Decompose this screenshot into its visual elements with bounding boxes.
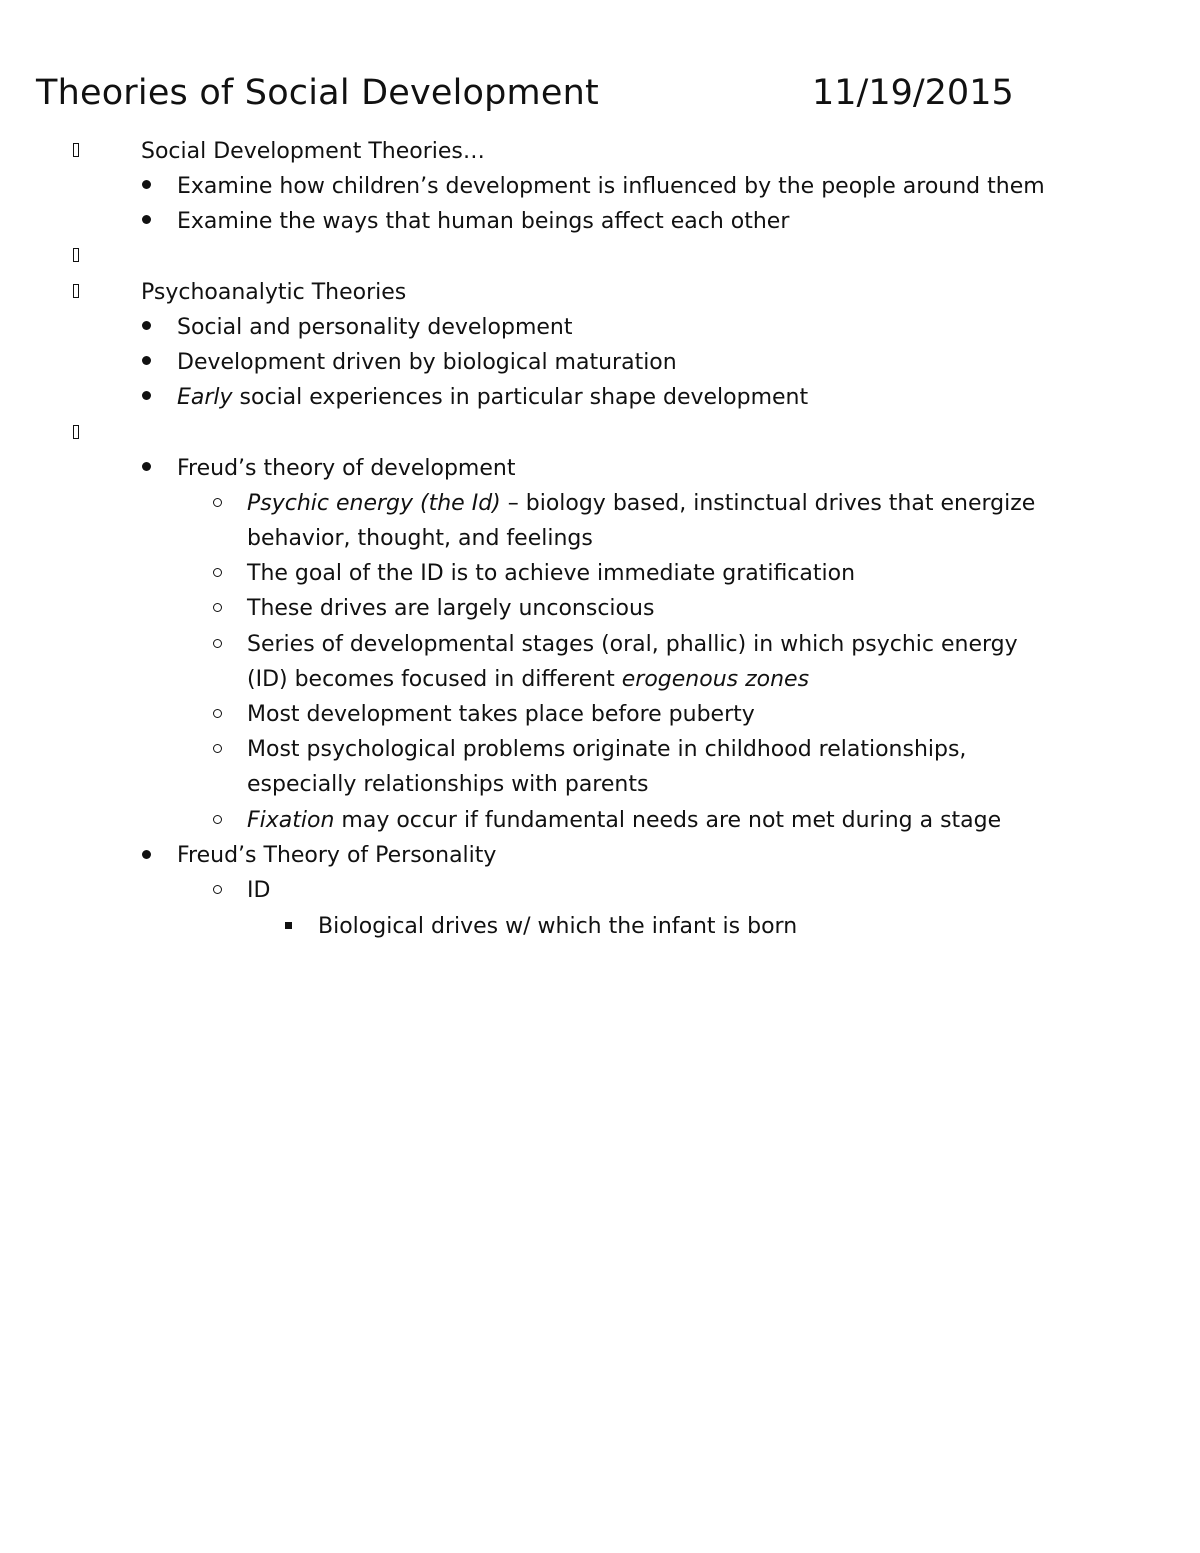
list-item: These drives are largely unconscious bbox=[247, 596, 655, 621]
emphasis-text: Psychic energy (the Id) bbox=[247, 491, 501, 516]
bullet-circle-icon bbox=[213, 815, 222, 824]
list-item-continuation: behavior, thought, and feelings bbox=[247, 526, 593, 551]
list-item: Examine how children’s development is influenced by the people around them bbox=[177, 174, 1045, 199]
list-item: Examine the ways that human beings affect each other bbox=[177, 209, 790, 234]
bullet-disc-icon bbox=[142, 356, 151, 365]
section-heading-social-development: Social Development Theories… bbox=[141, 139, 485, 164]
bullet-disc-icon bbox=[142, 391, 151, 400]
list-item-text: may occur if fundamental needs are not met during a stage bbox=[334, 808, 1002, 833]
outline-marker-icon bbox=[73, 284, 79, 298]
bullet-square-icon bbox=[285, 922, 292, 929]
list-item: Biological drives w/ which the infant is born bbox=[318, 914, 798, 939]
list-item: Social and personality development bbox=[177, 315, 573, 340]
bullet-circle-icon bbox=[213, 498, 222, 507]
emphasis-text: Fixation bbox=[247, 808, 335, 833]
list-item: ID bbox=[247, 878, 271, 903]
list-item: Most development takes place before puberty bbox=[247, 702, 755, 727]
bullet-disc-icon bbox=[142, 180, 151, 189]
bullet-circle-icon bbox=[213, 709, 222, 718]
list-item-continuation: especially relationships with parents bbox=[247, 772, 649, 797]
list-item: The goal of the ID is to achieve immediate gratification bbox=[247, 561, 856, 586]
list-item-text: (ID) becomes focused in different bbox=[247, 667, 622, 692]
outline-marker-icon bbox=[73, 143, 79, 157]
bullet-disc-icon bbox=[142, 321, 151, 330]
bullet-disc-icon bbox=[142, 462, 151, 471]
outline-marker-icon bbox=[73, 248, 79, 262]
page-date: 11/19/2015 bbox=[812, 73, 1014, 113]
bullet-disc-icon bbox=[142, 850, 151, 859]
bullet-circle-icon bbox=[213, 639, 222, 648]
list-item bbox=[247, 486, 1035, 521]
list-item bbox=[247, 803, 1001, 838]
bullet-circle-icon bbox=[213, 603, 222, 612]
outline-marker-icon bbox=[73, 425, 79, 439]
list-item: Series of developmental stages (oral, phallic) in which psychic energy bbox=[247, 632, 1018, 657]
emphasis-text: erogenous zones bbox=[621, 667, 810, 692]
list-item: Development driven by biological maturation bbox=[177, 350, 677, 375]
page-title: Theories of Social Development bbox=[36, 73, 599, 113]
bullet-circle-icon bbox=[213, 885, 222, 894]
list-item bbox=[177, 380, 808, 415]
list-item-continuation bbox=[247, 662, 809, 697]
bullet-circle-icon bbox=[213, 568, 222, 577]
emphasis-text: Early bbox=[177, 385, 233, 410]
list-item: Most psychological problems originate in childhood relationships, bbox=[247, 737, 967, 762]
bullet-disc-icon bbox=[142, 215, 151, 224]
section-heading-psychoanalytic: Psychoanalytic Theories bbox=[141, 280, 407, 305]
list-item-text: social experiences in particular shape development bbox=[232, 385, 809, 410]
bullet-circle-icon bbox=[213, 744, 222, 753]
list-item: Freud’s Theory of Personality bbox=[177, 843, 497, 868]
list-item-text: – biology based, instinctual drives that energize bbox=[500, 491, 1036, 516]
list-item: Freud’s theory of development bbox=[177, 456, 516, 481]
